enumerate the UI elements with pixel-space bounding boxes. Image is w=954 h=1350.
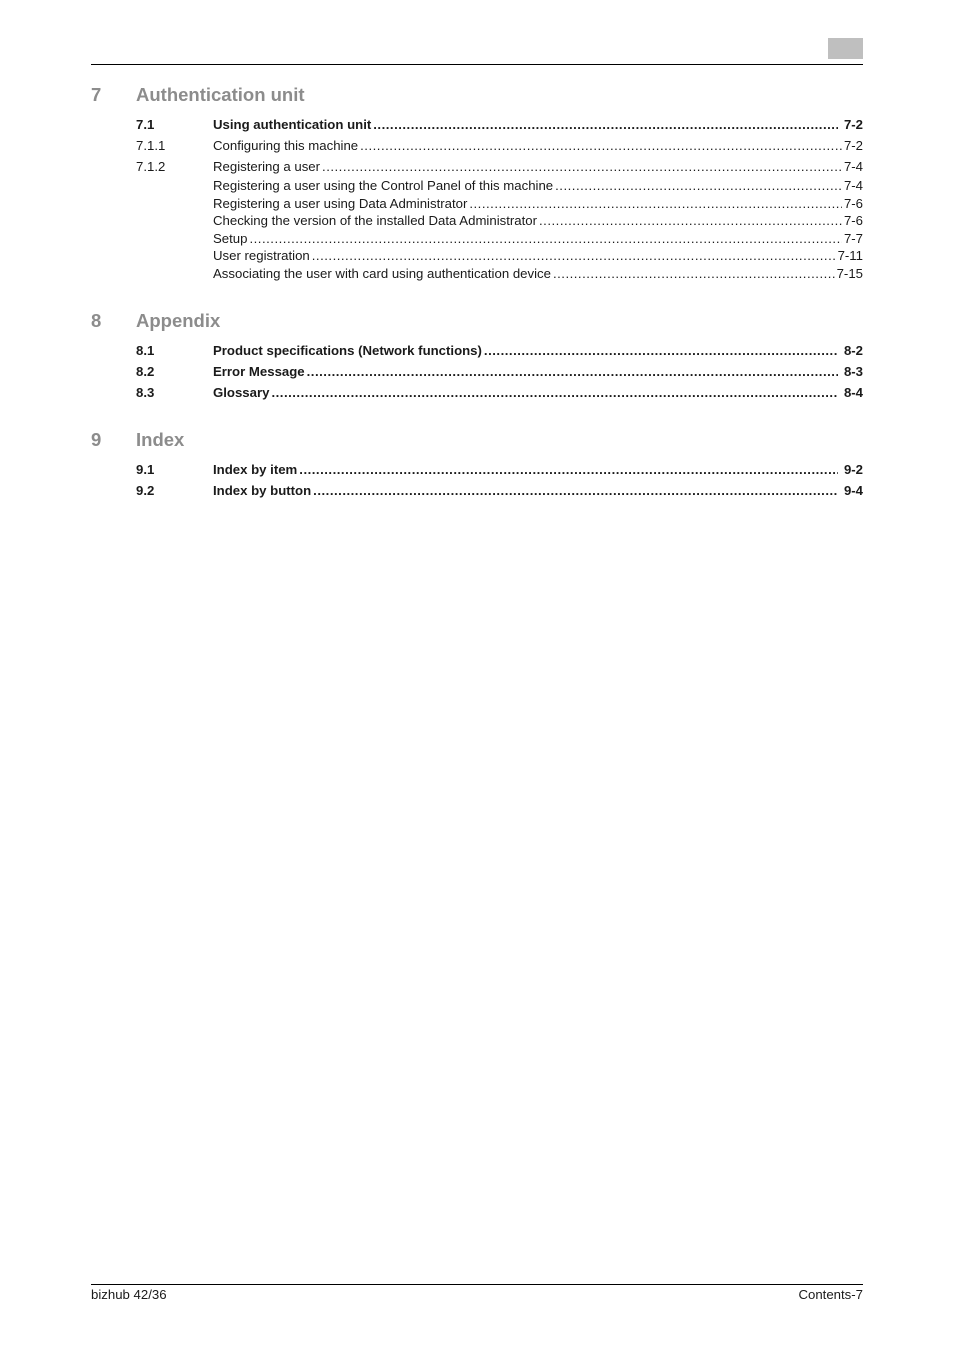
- toc-entry[interactable]: [91, 247, 863, 265]
- toc-entry-number: 8.3: [136, 385, 155, 400]
- chapter-number: 8: [91, 310, 102, 331]
- toc-entry-title: Index by button: [213, 483, 312, 498]
- toc-entry-title: Configuring this machine: [213, 138, 359, 153]
- toc-entry-title: Setup: [213, 230, 248, 246]
- footer-product-name: bizhub 42/36: [91, 1287, 167, 1302]
- toc-entry-title: Checking the version of the installed Data Administrator: [213, 213, 537, 229]
- toc-entry-number: 8.1: [136, 343, 155, 358]
- footer-page-label: Contents-7: [798, 1287, 863, 1302]
- toc-entry[interactable]: [91, 156, 863, 177]
- toc-entry-page: 7-6: [843, 195, 863, 211]
- toc-entry-number: 7.1.1: [136, 138, 166, 153]
- toc-leader-dots: [373, 114, 838, 135]
- toc-entry-page: 8-3: [843, 364, 863, 379]
- toc-entry[interactable]: [91, 480, 863, 501]
- toc-entry-title: Index by item: [213, 462, 298, 477]
- toc-entry-page: 7-4: [843, 159, 863, 174]
- toc-entry[interactable]: [91, 114, 863, 135]
- chapter-heading: [91, 84, 863, 110]
- header-tab-marker: [828, 38, 863, 59]
- toc-entry-page: 7-15: [836, 265, 863, 281]
- toc-entry[interactable]: [91, 195, 863, 213]
- toc-leader-dots: [484, 340, 838, 361]
- toc-leader-dots: [539, 212, 842, 230]
- chapter-number: 7: [91, 84, 102, 105]
- toc-entry[interactable]: [91, 177, 863, 195]
- toc-leader-dots: [469, 195, 842, 213]
- chapter-8: [91, 310, 863, 403]
- toc-entry-number: 7.1.2: [136, 159, 166, 174]
- toc-entry-page: 8-2: [843, 343, 863, 358]
- toc-entry-number: 9.1: [136, 462, 155, 477]
- toc-entry-number: 7.1: [136, 117, 155, 132]
- toc-entry[interactable]: [91, 135, 863, 156]
- toc-entry[interactable]: [91, 212, 863, 230]
- toc-leader-dots: [553, 265, 835, 283]
- toc-entry[interactable]: [91, 361, 863, 382]
- toc-entry-page: 9-4: [843, 483, 863, 498]
- toc-entries: [91, 114, 863, 283]
- toc-entry-page: 7-2: [843, 138, 863, 153]
- chapter-title: Authentication unit: [136, 84, 305, 105]
- toc-leader-dots: [312, 247, 836, 265]
- toc-entry-page: 8-4: [843, 385, 863, 400]
- toc-entry-page: 7-6: [843, 213, 863, 229]
- toc-entry-title: Error Message: [213, 364, 305, 379]
- chapter-heading: [91, 310, 863, 336]
- toc-entry-page: 7-4: [843, 178, 863, 193]
- toc-entry[interactable]: [91, 340, 863, 361]
- toc-entry-number: 8.2: [136, 364, 155, 379]
- toc-leader-dots: [313, 480, 838, 501]
- toc-entry-title: Using authentication unit: [213, 117, 372, 132]
- toc-entry-title: Glossary: [213, 385, 270, 400]
- toc-entry-title: Product specifications (Network functions): [213, 343, 482, 358]
- toc-entries: [91, 340, 863, 403]
- toc-entry[interactable]: [91, 230, 863, 248]
- toc-entry-title: Registering a user using the Control Panel of this machine: [213, 178, 554, 193]
- toc-entry[interactable]: [91, 382, 863, 403]
- footer-rule: [91, 1284, 863, 1285]
- toc-leader-dots: [322, 156, 842, 177]
- toc-entry-page: 7-7: [843, 230, 863, 246]
- toc-entry-page: 7-2: [843, 117, 863, 132]
- toc-leader-dots: [271, 382, 837, 403]
- toc-entry-number: 9.2: [136, 483, 155, 498]
- toc-entry-page: 7-11: [837, 248, 863, 264]
- toc-entry[interactable]: [91, 459, 863, 480]
- toc-entry-page: 9-2: [843, 462, 863, 477]
- toc-entry-title: Associating the user with card using authentication device: [213, 265, 551, 281]
- chapter-title: Index: [136, 429, 185, 450]
- toc-leader-dots: [307, 361, 838, 382]
- toc-leader-dots: [360, 135, 842, 156]
- chapter-number: 9: [91, 429, 102, 450]
- toc-entry-title: User registration: [213, 248, 310, 264]
- toc-entry-title: Registering a user using Data Administrator: [213, 195, 468, 211]
- chapter-7: [91, 84, 863, 283]
- toc-entry[interactable]: [91, 265, 863, 283]
- chapter-title: Appendix: [136, 310, 221, 331]
- toc-entries: [91, 459, 863, 501]
- chapter-heading: [91, 429, 863, 455]
- header-rule: [91, 64, 863, 65]
- toc-leader-dots: [299, 459, 838, 480]
- toc-leader-dots: [249, 230, 841, 248]
- toc-entry-title: Registering a user: [213, 159, 321, 174]
- toc-leader-dots: [555, 177, 842, 195]
- chapter-9: [91, 429, 863, 501]
